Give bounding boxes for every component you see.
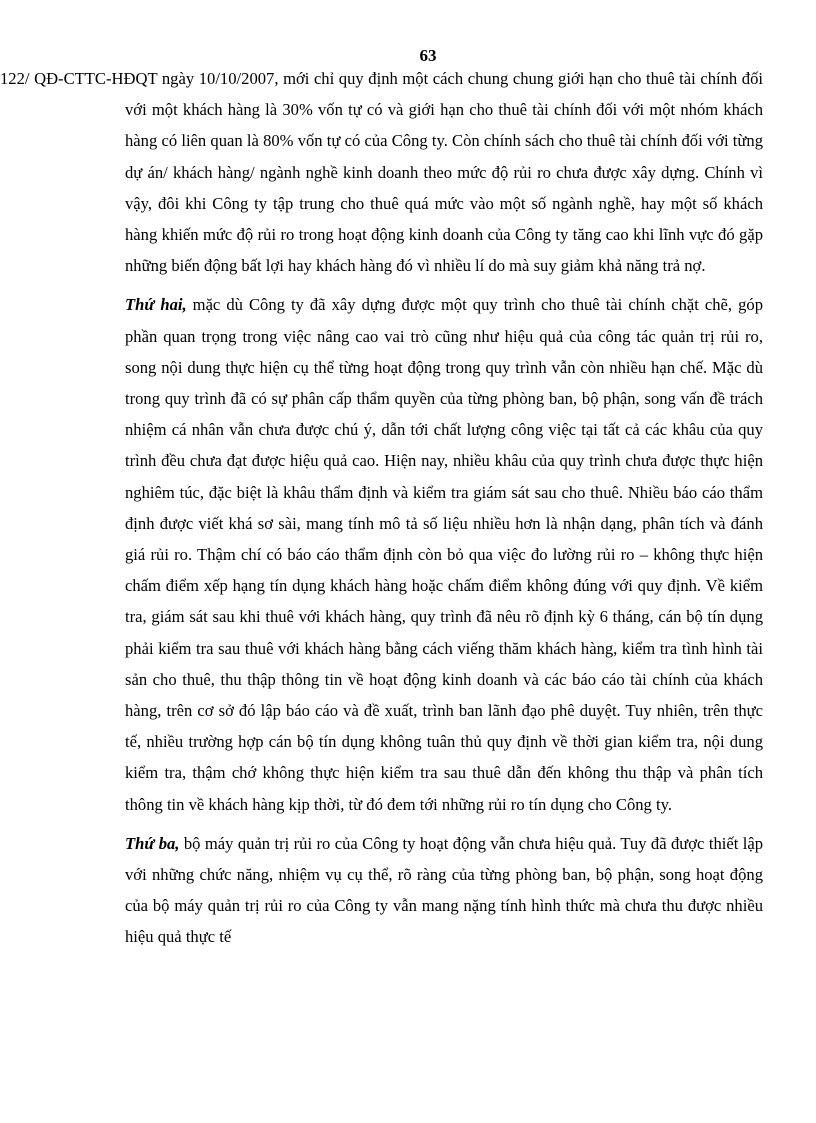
paragraph-1 xyxy=(0,63,763,281)
paragraph-2-lead: Thứ hai, xyxy=(125,295,187,315)
paragraph-3-text: bộ máy quản trị rủi ro của Công ty hoạt động vẫn chưa hiệu quả. Tuy đã được thiết lập với những chức năng, nhiệm vụ cụ thể, rõ ràng của từng phòng ban, bộ phận, song hoạt động của bộ máy quản trị rủi ro của Công ty vẫn mang nặng tính hình thức mà chưa thu được nhiều hiệu quả thực tế xyxy=(125,833,764,947)
document-body xyxy=(0,63,764,961)
paragraph-1-text: 122/ QĐ-CTTC-HĐQT ngày 10/10/2007, mới chỉ quy định một cách chung chung giới hạn cho thuê tài chính đối với một khách hàng là 30% vốn tự có và giới hạn cho thuê tài chính đối với một nhóm khách hàng có liên quan là 80% vốn tự có của Công ty. Còn chính sách cho thuê tài chính đối với từng dự án/ khách hàng/ ngành nghề kinh doanh theo mức độ rủi ro chưa được xây dựng. Chính vì vậy, đôi khi Công ty tập trung cho thuê quá mức vào một số ngành nghề, hay một số khách hàng khiến mức độ rủi ro trong hoạt động kinh doanh của Công ty tăng cao khi lĩnh vực đó gặp những biến động bất lợi hay khách hàng đó vì nhiều lí do mà suy giảm khả năng trả nợ. xyxy=(0,69,763,276)
paragraph-2-text: mặc dù Công ty đã xây dựng được một quy trình cho thuê tài chính chặt chẽ, góp phần quan trọng trong việc nâng cao vai trò cũng như hiệu quả của công tác quản trị rủi ro, song nội dung thực hiện cụ thể từng hoạt động trong quy trình vẫn còn nhiều hạn chế. Mặc dù trong quy trình đã có sự phân cấp thẩm quyền của từng phòng ban, bộ phận, song vấn đề trách nhiệm cá nhân vẫn chưa được chú ý, dẫn tới chất lượng công việc tại tất cả các khâu của quy trình đều chưa đạt được hiệu quả cao. Hiện nay, nhiều khâu của quy trình chưa được thực hiện nghiêm túc, đặc biệt là khâu thẩm định và kiểm tra giám sát sau cho thuê. Nhiều báo cáo thẩm định được viết khá sơ sài, mang tính mô tả số liệu nhiều hơn là nhận dạng, phân tích và đánh giá rủi ro. Thậm chí có báo cáo thẩm định còn bỏ qua việc đo lường rủi ro – không thực hiện chấm điểm xếp hạng tín dụng khách hàng hoặc chấm điểm không đúng với quy định. Về kiểm tra, giám sát sau khi thuê với khách hàng, quy trình đã nêu rõ định kỳ 6 tháng, cán bộ tín dụng phải kiểm tra sau thuê với khách hàng bằng cách viếng thăm khách hàng, kiểm tra tình hình tài sản cho thuê, thu thập thông tin về hoạt động kinh doanh và các báo cáo tài chính của khách hàng, trên cơ sở đó lập báo cáo và đề xuất, trình ban lãnh đạo phê duyệt. Tuy nhiên, trên thực tế, nhiều trường hợp cán bộ tín dụng không tuân thủ quy định về thời gian kiểm tra, nội dung kiểm tra, thậm chớ không thực hiện kiểm tra sau thuê dẫn đến không thu thập và phân tích thông tin về khách hàng kịp thời, từ đó đem tới những rủi ro tín dụng cho Công ty. xyxy=(125,295,763,814)
page-number: 63 xyxy=(419,46,437,65)
paragraph-3-lead: Thứ ba, xyxy=(125,833,180,853)
paragraph-2 xyxy=(125,289,763,819)
paragraph-3 xyxy=(125,828,763,953)
